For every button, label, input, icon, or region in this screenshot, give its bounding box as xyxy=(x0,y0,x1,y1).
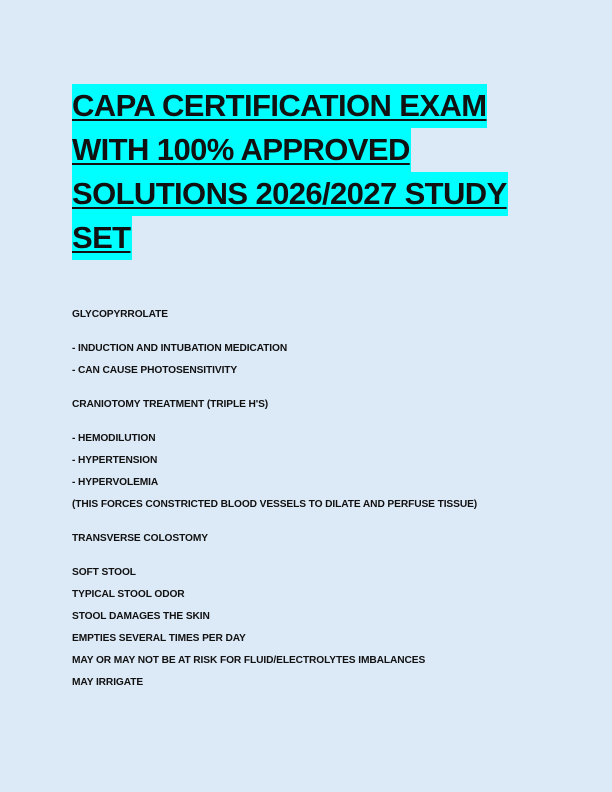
spacer xyxy=(72,416,552,428)
section-heading-craniotomy: CRANIOTOMY TREATMENT (TRIPLE H'S) xyxy=(72,399,269,410)
list-item: SOFT STOOL xyxy=(72,567,136,578)
title-line-text: SOLUTIONS 2026/2027 STUDY xyxy=(72,172,508,216)
list-item: TYPICAL STOOL ODOR xyxy=(72,589,185,600)
spacer xyxy=(72,516,552,528)
title-line-text: WITH 100% APPROVED xyxy=(72,128,411,172)
list-item: - HYPERVOLEMIA xyxy=(72,477,159,488)
spacer xyxy=(72,550,552,562)
list-item: - CAN CAUSE PHOTOSENSITIVITY xyxy=(72,365,238,376)
title-line xyxy=(72,84,542,128)
list-item: (THIS FORCES CONSTRICTED BLOOD VESSELS TO DILATE AND PERFUSE TISSUE) xyxy=(72,499,478,510)
list-item: STOOL DAMAGES THE SKIN xyxy=(72,611,210,622)
section-heading-glycopyrrolate: GLYCOPYRROLATE xyxy=(72,309,168,320)
document-body xyxy=(72,304,552,694)
list-item: MAY IRRIGATE xyxy=(72,677,144,688)
list-item: EMPTIES SEVERAL TIMES PER DAY xyxy=(72,633,246,644)
title-line-text: CAPA CERTIFICATION EXAM xyxy=(72,84,487,128)
document-title xyxy=(72,84,542,260)
title-line-text: SET xyxy=(72,216,132,260)
list-item: - HYPERTENSION xyxy=(72,455,158,466)
list-item: - HEMODILUTION xyxy=(72,433,156,444)
spacer xyxy=(72,382,552,394)
spacer xyxy=(72,326,552,338)
section-heading-transverse-colostomy: TRANSVERSE COLOSTOMY xyxy=(72,533,208,544)
title-line xyxy=(72,172,542,216)
list-item: MAY OR MAY NOT BE AT RISK FOR FLUID/ELECTROLYTES IMBALANCES xyxy=(72,655,426,666)
title-line xyxy=(72,216,542,260)
title-line xyxy=(72,128,542,172)
list-item: - INDUCTION AND INTUBATION MEDICATION xyxy=(72,343,288,354)
